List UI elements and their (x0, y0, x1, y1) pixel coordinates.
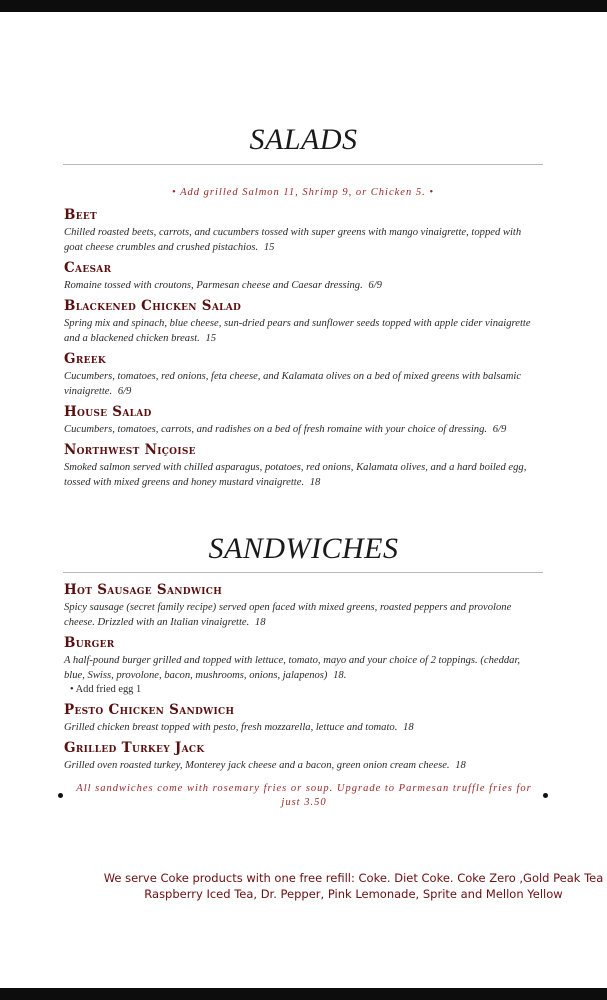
menu-item-house-salad (64, 403, 542, 437)
item-name: Greek (64, 351, 107, 367)
item-description (64, 758, 542, 773)
item-name: Beet (64, 207, 98, 223)
item-price: 18. (333, 670, 347, 681)
item-desc-text: Grilled oven roasted turkey, Monterey jack cheese and a bacon, green onion cream cheese. (64, 760, 450, 771)
item-name: Pesto Chicken Sandwich (64, 702, 235, 718)
item-description (64, 653, 542, 683)
item-name: Burger (64, 635, 115, 651)
menu-item-caesar (64, 259, 542, 293)
salads-list (64, 206, 542, 494)
item-price: 6/9 (368, 280, 382, 291)
item-name: Northwest Niçoise (64, 442, 196, 458)
menu-item-burger (64, 634, 542, 697)
drinks-line-2: Raspberry Iced Tea, Dr. Pepper, Pink Lemonade, Sprite and Mellon Yellow (144, 887, 563, 901)
menu-item-blackened-chicken-salad (64, 297, 542, 346)
sandwiches-title: SANDWICHES (208, 532, 399, 565)
salads-title: SALADS (249, 123, 358, 156)
item-desc-text: Smoked salmon served with chilled asparagus, potatoes, red onions, Kalamata olives, and a hard boiled egg, tossed with mixed greens and honey mustard vinaigrette. (64, 462, 527, 488)
item-price: 6/9 (117, 386, 132, 397)
item-desc-text: A half-pound burger grilled and topped with lettuce, tomato, mayo and your choice of 2 toppings. (cheddar, blue, Swiss, provolone, bacon, mushrooms, onions, jalapenos) (64, 655, 521, 681)
menu-item-hot-sausage-sandwich (64, 581, 542, 630)
item-description (64, 600, 542, 630)
bottom-bar (0, 988, 607, 1000)
right-bullet-dot (543, 793, 548, 798)
left-bullet-dot (58, 793, 63, 798)
drinks-line-1: We serve Coke products with one free refill: Coke. Diet Coke. Coke Zero ,Gold Peak Tea (103, 871, 604, 885)
sandwiches-divider (63, 572, 543, 573)
item-desc-text: Grilled chicken breast topped with pesto, fresh mozzarella, lettuce and tomato. (64, 722, 398, 733)
menu-item-northwest-nicoise (64, 441, 542, 490)
item-desc-text: Spicy sausage (secret family recipe) served open faced with mixed greens, roasted peppers and provolone cheese. Drizzled with an Italian vinaigrette. (64, 602, 512, 628)
salads-divider (63, 164, 543, 165)
item-price: 18 (309, 477, 321, 488)
item-name: Hot Sausage Sandwich (64, 582, 223, 598)
item-desc-text: Cucumbers, tomatoes, red onions, feta cheese, and Kalamata olives on a bed of mixed greens with balsamic vinaigrette. (64, 371, 522, 397)
item-description (64, 422, 542, 437)
burger-addon-fried-egg: • Add fried egg 1 (70, 684, 142, 695)
item-description (64, 460, 542, 490)
item-desc-text: Romaine tossed with croutons, Parmesan cheese and Caesar dressing. (64, 280, 363, 291)
item-price: 18 (403, 722, 414, 733)
item-description (64, 316, 542, 346)
item-name: House Salad (64, 404, 152, 420)
salads-addon-note: • Add grilled Salmon 11, Shrimp 9, or Chicken 5. • (172, 187, 434, 198)
menu-item-grilled-turkey-jack (64, 739, 542, 773)
item-desc-text: Chilled roasted beets, carrots, and cucumbers tossed with super greens with mango vinaigrette, topped with goat cheese crumbles and crushed pistachios. (64, 227, 522, 253)
item-description (64, 720, 542, 735)
item-price: 15 (205, 333, 217, 344)
item-price: 18 (254, 617, 266, 628)
menu-item-pesto-chicken-sandwich (64, 701, 542, 735)
item-name: Blackened Chicken Salad (64, 298, 242, 314)
item-desc-text: Cucumbers, tomatoes, carrots, and radishes on a bed of fresh romaine with your choice of dressing. (64, 424, 488, 435)
item-desc-text: Spring mix and spinach, blue cheese, sun-dried pears and sunflower seeds topped with apple cider vinaigrette and a blackened chicken breast. (64, 318, 531, 344)
sandwiches-sides-note: All sandwiches come with rosemary fries or soup. Upgrade to Parmesan truffle fries for just 3.50 (76, 783, 532, 808)
sandwiches-list (64, 581, 542, 777)
item-description (64, 225, 542, 255)
item-name: Caesar (64, 260, 112, 276)
top-bar (0, 0, 607, 12)
menu-item-greek (64, 350, 542, 399)
item-description (64, 278, 542, 293)
item-price: 6/9 (492, 424, 507, 435)
item-description (64, 369, 542, 399)
item-name: Grilled Turkey Jack (64, 740, 205, 756)
item-price: 15 (263, 242, 275, 253)
menu-item-beet (64, 206, 542, 255)
item-price: 18 (455, 760, 466, 771)
